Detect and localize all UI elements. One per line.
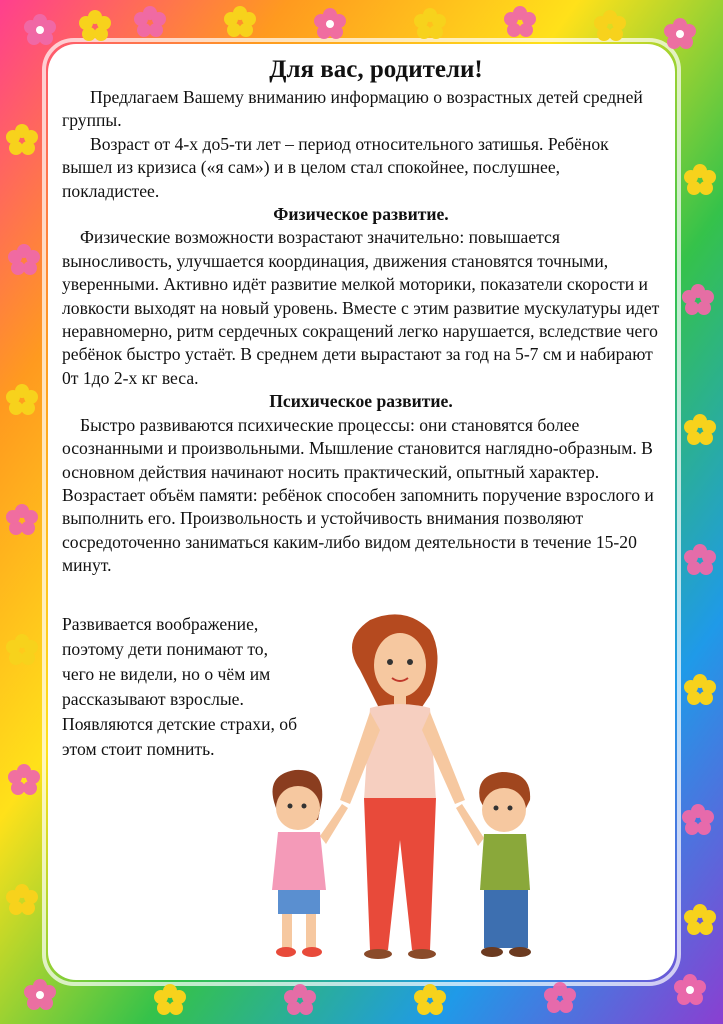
side-line: Развивается воображение,: [62, 614, 259, 634]
side-line: Появляются детские страхи, об: [62, 714, 298, 734]
mental-heading: Психическое развитие.: [269, 391, 453, 412]
page-title: Для вас, родители!: [269, 56, 483, 83]
side-line: этом стоит помнить.: [62, 739, 215, 759]
physical-paragraph: Физические возможности возрастают значительно: повышается выносливость, улучшается координация, движения становятся точными, уверенными. Активно идёт развитие мелкой моторики, показатели скорости и ловкости выходят на новый уровень. Вместе с этим развитие мускулатуры идет неравномерно, ритм сердечных сокращений легко нарушается, вследствие чего ребёнок быстро устаёт. В среднем дети вырастают за год на 5-7 см и набирают 0т 1до 2-х кг веса.: [62, 227, 660, 388]
main-text: [62, 56, 660, 578]
intro-paragraph-2: Возраст от 4-х до5-ти лет – период относительного затишья. Ребёнок вышел из кризиса («я сам») и в целом стал спокойнее, послушнее, покладистее.: [62, 133, 609, 201]
physical-heading: Физическое развитие.: [273, 204, 449, 225]
family-illustration: [240, 600, 570, 970]
side-line: рассказывают взрослые.: [62, 689, 244, 709]
girl-figure: [272, 770, 348, 957]
boy-figure: [456, 772, 531, 957]
mental-paragraph: Быстро развиваются психические процессы: они становятся более осознанными и произвольными. Мышление становится наглядно-образным. В основном действия начинают носить практический, опытный характер. Возрастает объём памяти: ребёнок способен запомнить поручение взрослого и выполнить его. Произвольность и устойчивость внимания позволяют сосредоточенно заниматься каким-либо видом деятельности в течение 15-20 минут.: [62, 414, 654, 576]
side-line: поэтому дети понимают то,: [62, 639, 269, 659]
mother-figure: [340, 614, 465, 959]
intro-paragraph-1: Предлагаем Вашему вниманию информацию о возрастных детей средней группы.: [62, 87, 643, 131]
side-line: чего не видели, но о чём им: [62, 664, 271, 684]
